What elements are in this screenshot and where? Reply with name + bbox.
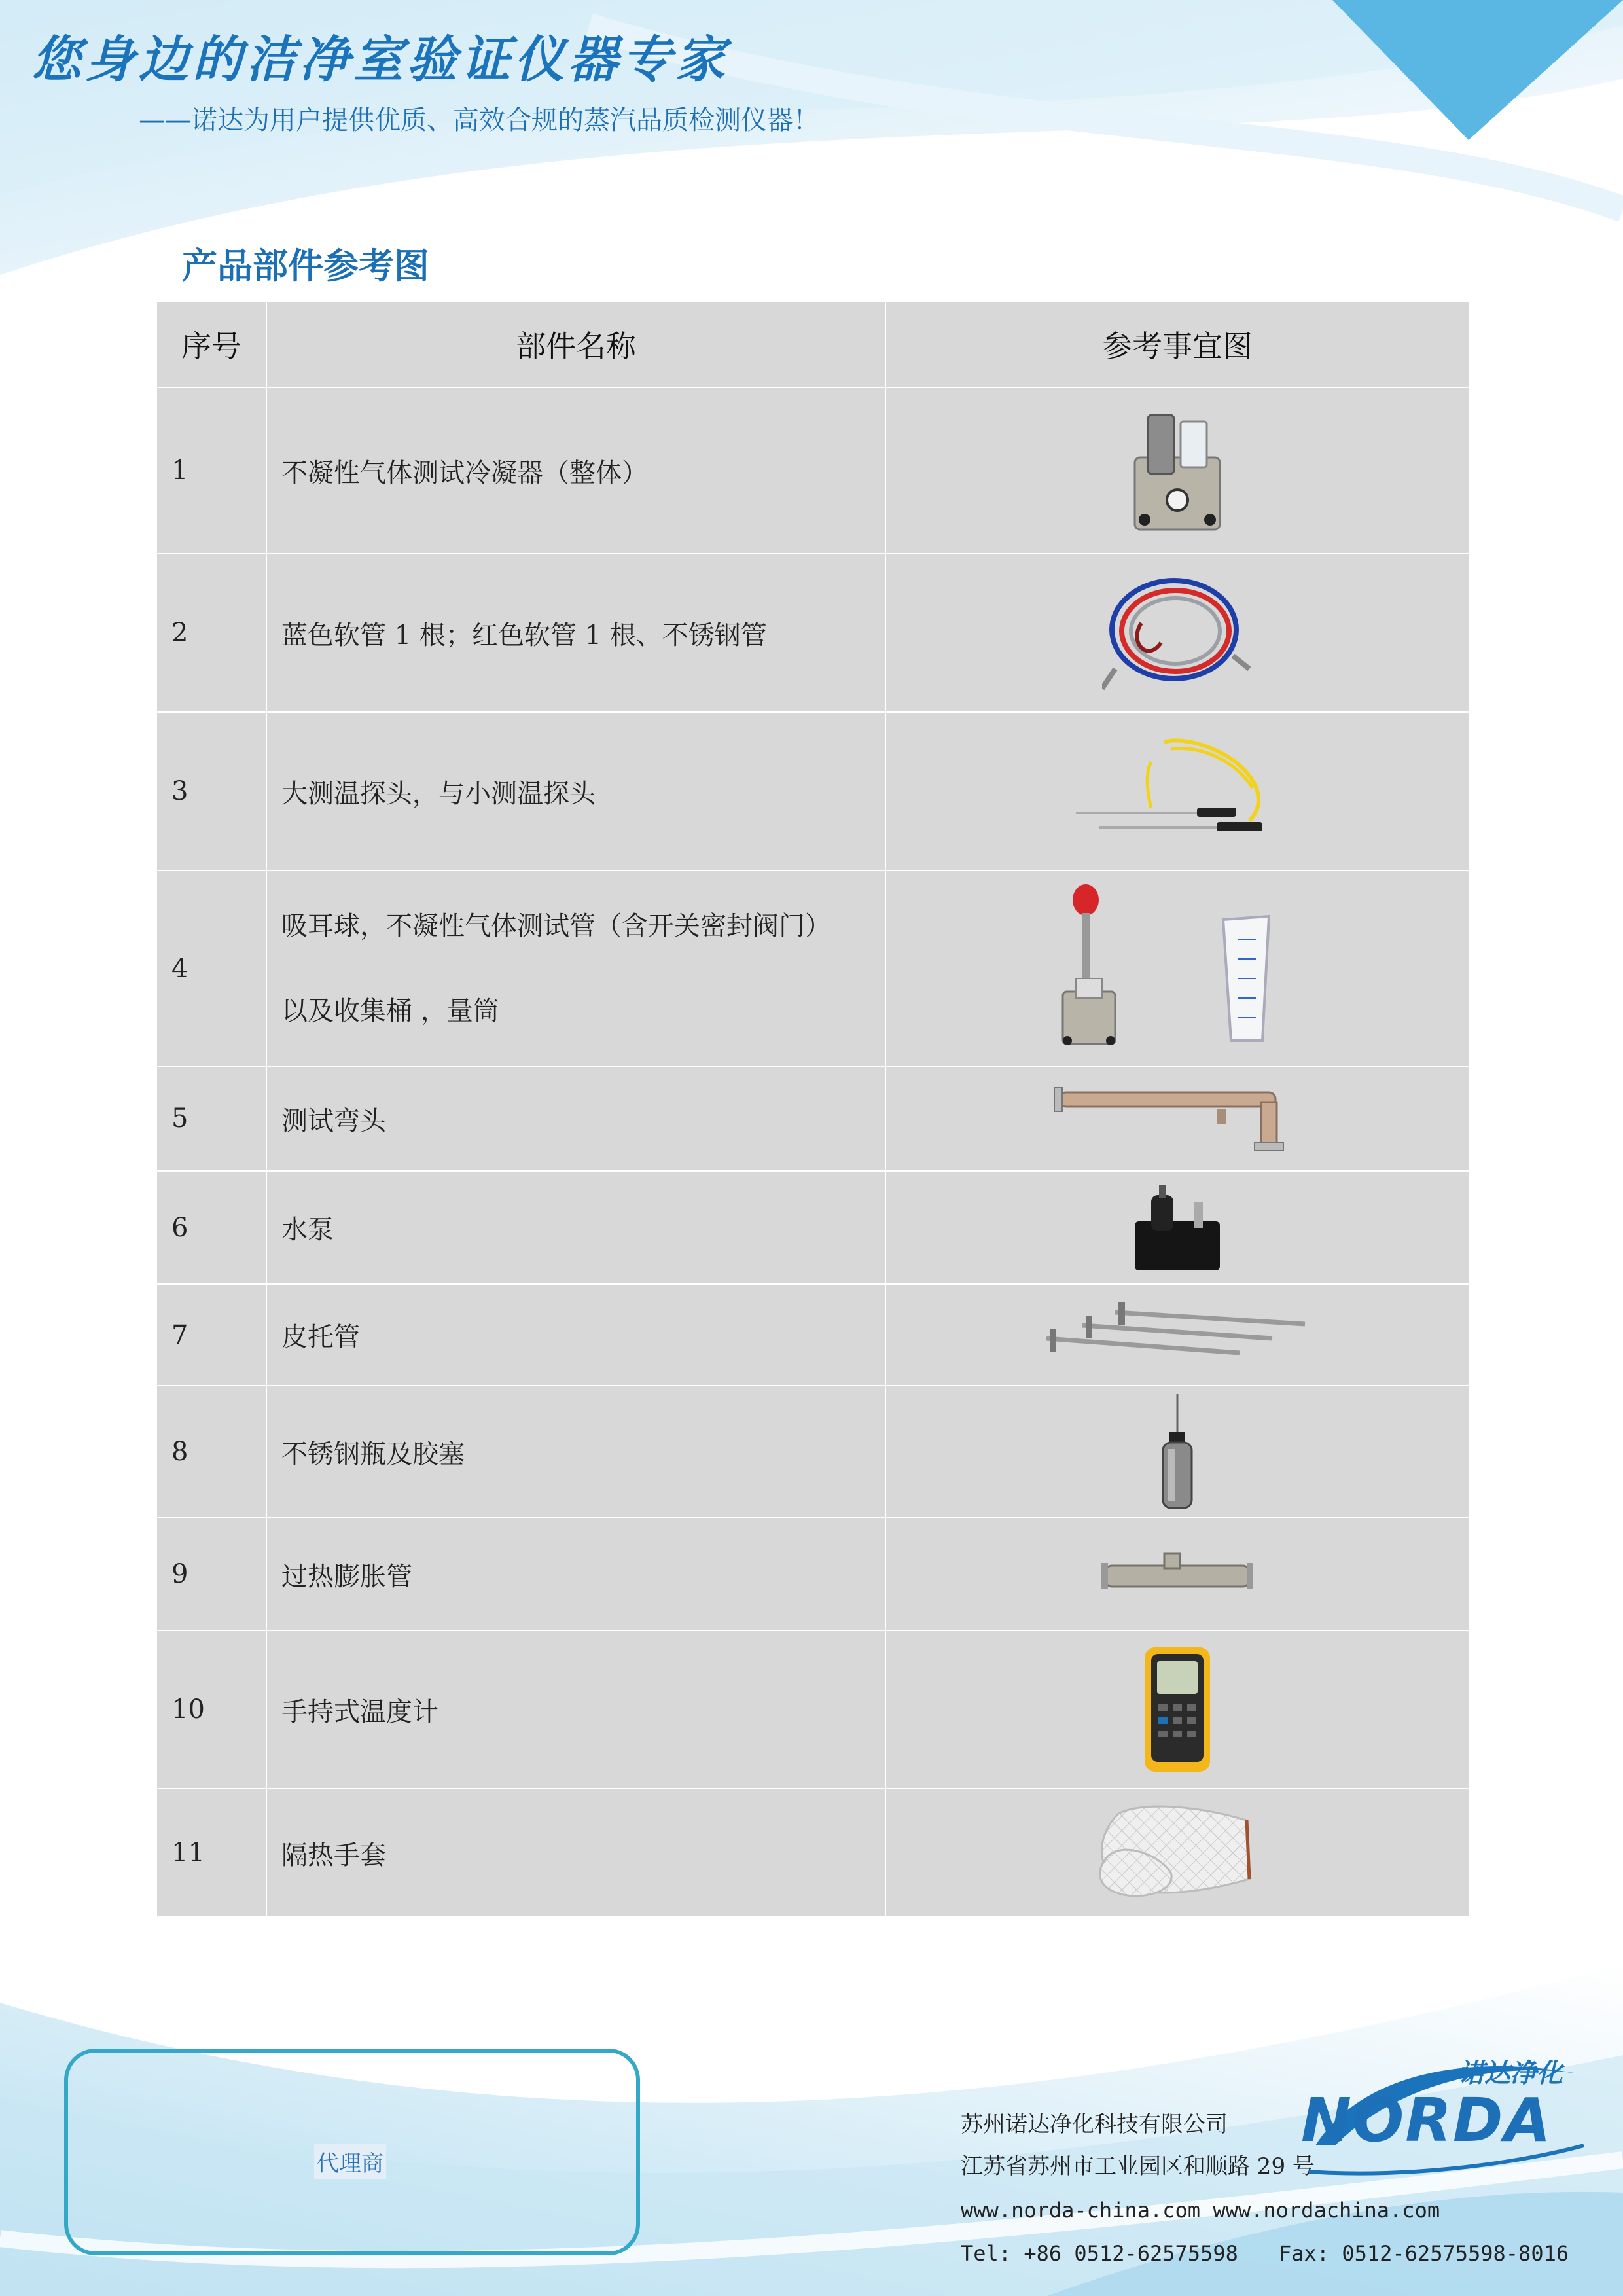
norda-logo [1296,2047,1590,2185]
page-subtitle: ——诺达为用户提供优质、高效合规的蒸汽品质检测仪器！ [139,105,819,135]
part-name: 水泵 [266,1171,885,1284]
water-pump-image [1132,1182,1223,1274]
row-number: 4 [156,870,266,1066]
part-name: 不凝性气体测试冷凝器（整体） [266,387,885,554]
table-row [156,1171,1469,1284]
table-row [156,1284,1469,1386]
test-elbow-image [1053,1083,1302,1155]
row-number: 8 [156,1386,266,1518]
table-row [156,1066,1469,1171]
part-name: 过热膨胀管 [266,1518,885,1630]
parts-table [156,300,1470,1918]
row-number: 7 [156,1284,266,1386]
company-name: 苏州诺达净化科技有限公司 [961,2111,1228,2138]
part-name-line2: 以及收集桶 ，量筒 [281,996,499,1026]
part-name: 大测温探头，与小测温探头 [266,712,885,870]
company-websites[interactable]: www.norda-china.com www.nordachina.com [961,2198,1440,2223]
condenser-image [1128,405,1226,536]
company-tel: Tel: +86 0512-62575598 [961,2241,1238,2266]
table-row [156,1386,1469,1518]
table-row [156,387,1469,554]
expansion-tube-image [1099,1551,1256,1597]
row-number: 6 [156,1171,266,1284]
table-row [156,554,1469,712]
row-number: 3 [156,712,266,870]
pitot-tubes-image [1043,1299,1311,1371]
table-row [156,1630,1469,1789]
part-name: 测试弯头 [266,1066,885,1171]
logo-chinese: 诺达净化 [1458,2058,1563,2089]
row-number: 2 [156,554,266,712]
column-header: 部件名称 [266,301,885,387]
hoses-image [1102,571,1253,695]
row-number: 1 [156,387,266,554]
part-name [266,870,885,1066]
temperature-probes-image [1073,736,1282,847]
table-row [156,1518,1469,1630]
section-title: 产品部件参考图 [182,245,429,287]
table-header-row [156,301,1469,387]
table-row [156,1789,1469,1917]
logo-english: NORDA [1301,2085,1552,2155]
heat-gloves-image [1092,1801,1262,1905]
column-header: 序号 [156,301,266,387]
part-name: 蓝色软管 1 根；红色软管 1 根、不锈钢管 [266,554,885,712]
table-row [156,870,1469,1066]
column-header: 参考事宜图 [885,301,1469,387]
handheld-thermometer-image [1141,1644,1213,1775]
part-name-line1: 吸耳球，不凝性气体测试管（含开关密封阀门） [281,910,831,941]
part-name: 皮托管 [266,1284,885,1386]
part-name: 隔热手套 [266,1789,885,1917]
row-number: 5 [156,1066,266,1171]
company-fax: Fax: 0512-62575598-8016 [1279,2241,1569,2266]
row-number: 10 [156,1630,266,1789]
row-number: 9 [156,1518,266,1630]
row-number: 11 [156,1789,266,1917]
company-address: 江苏省苏州市工业园区和顺路 29 号 [961,2153,1315,2179]
table-row [156,712,1469,870]
bulb-and-cylinder-image [1060,880,1295,1057]
agent-label: 代理商 [314,2144,386,2179]
part-name: 不锈钢瓶及胶塞 [266,1386,885,1518]
page-title: 您身边的洁净室验证仪器专家 [31,30,729,88]
steel-bottle-image [1151,1393,1204,1511]
part-name: 手持式温度计 [266,1630,885,1789]
